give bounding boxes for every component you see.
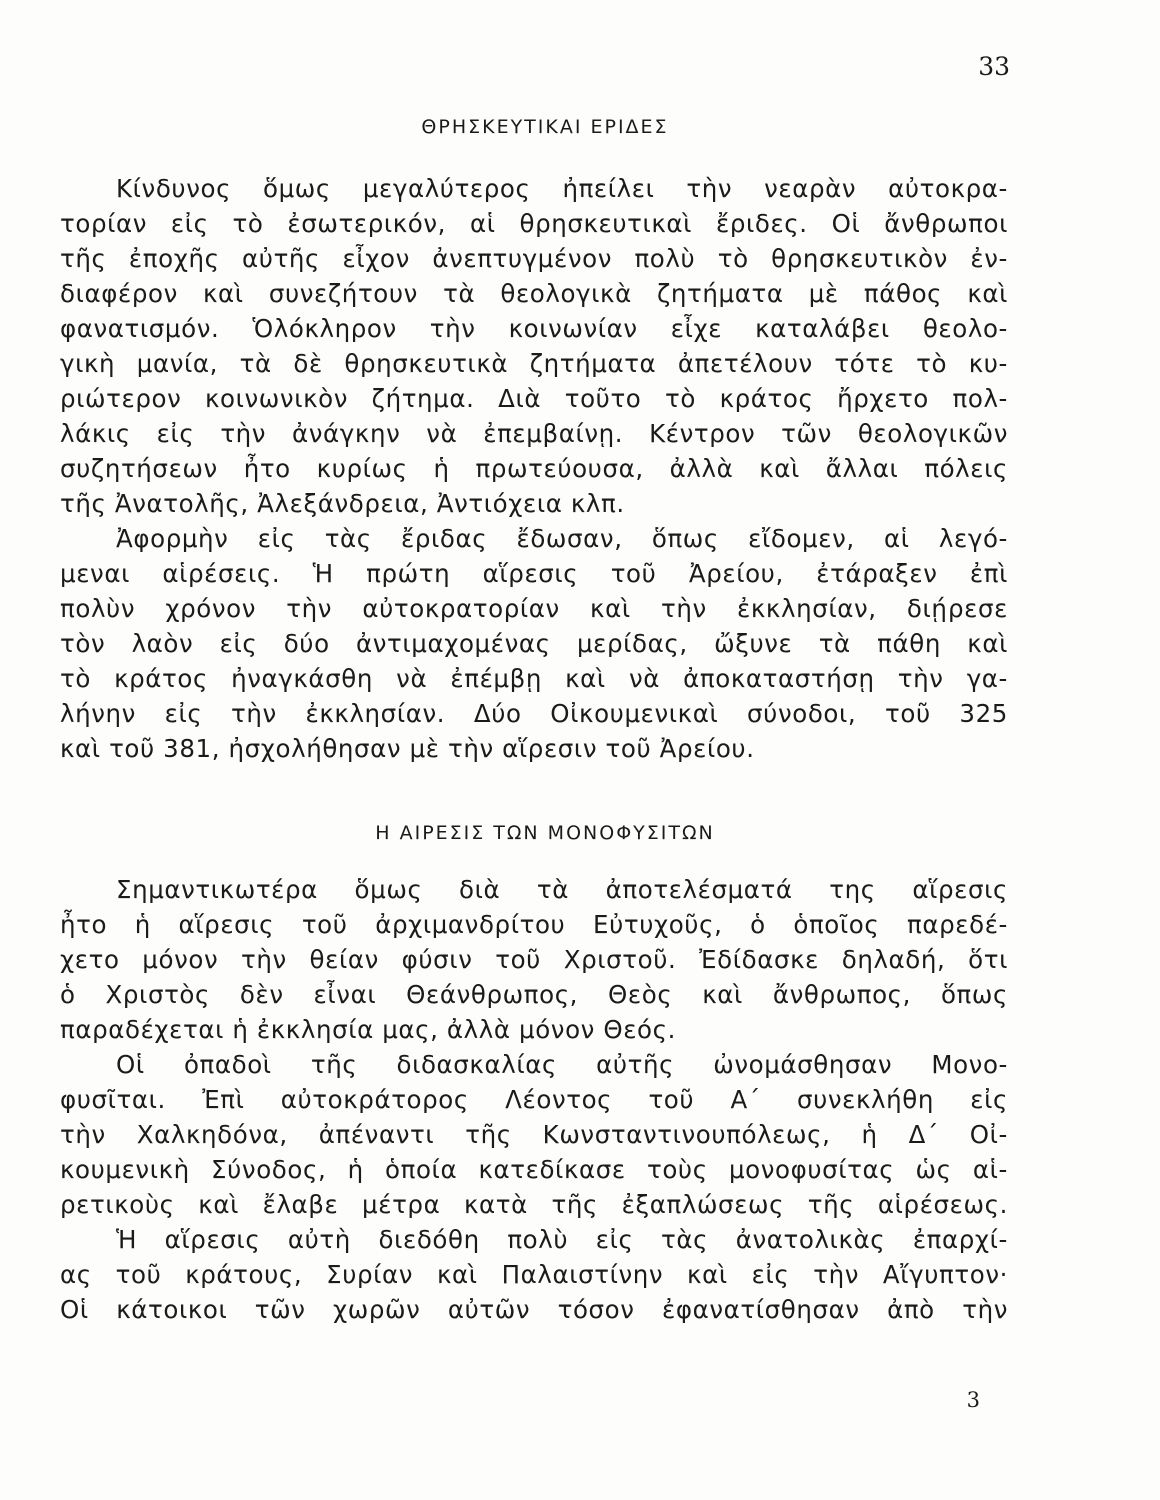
text-line: πολὺν χρόνον τὴν αὐτοκρατορίαν καὶ τὴν ἐκκλησίαν, διῄρεσε xyxy=(60,594,1008,623)
text-line: Ἡ αἵρεσις αὐτὴ διεδόθη πολὺ εἰς τὰς ἀνατολικὰς ἐπαρχί- xyxy=(116,1225,1008,1254)
text-line: Οἱ ὀπαδοὶ τῆς διδασκαλίας αὐτῆς ὠνομάσθησαν Μονο- xyxy=(116,1050,1008,1079)
text-line: ἦτο ἡ αἵρεσις τοῦ ἀρχιμανδρίτου Εὐτυχοῦς, ὁ ὁποῖος παρεδέ- xyxy=(60,910,1008,939)
text-line: συζητήσεων ἦτο κυρίως ἡ πρωτεύουσα, ἀλλὰ καὶ ἄλλαι πόλεις xyxy=(60,454,1008,483)
text-line: τῆς Ἀνατολῆς, Ἀλεξάνδρεια, Ἀντιόχεια κλπ. xyxy=(60,489,625,518)
text-line: Ἀφορμὴν εἰς τὰς ἔριδας ἔδωσαν, ὅπως εἴδομεν, αἱ λεγό- xyxy=(116,524,1008,553)
section-1-text xyxy=(60,171,1008,766)
section-title: Η ΑΙΡΕΣΙΣ ΤΩΝ ΜΟΝΟΦΥΣΙΤΩΝ xyxy=(375,822,715,844)
text-line: λάκις εἰς τὴν ἀνάγκην νὰ ἐπεμβαίνῃ. Κέντρον τῶν θεολογικῶν xyxy=(60,419,1008,448)
text-line: τῆς ἐποχῆς αὐτῆς εἶχον ἀνεπτυγμένον πολὺ τὸ θρησκευτικὸν ἐν- xyxy=(60,244,1008,273)
text-line: κουμενικὴ Σύνοδος, ἡ ὁποία κατεδίκασε τοὺς μονοφυσίτας ὡς αἱ- xyxy=(60,1155,1008,1184)
text-line: ὁ Χριστὸς δὲν εἶναι Θεάνθρωπος, Θεὸς καὶ ἄνθρωπος, ὅπως xyxy=(60,980,1008,1009)
running-head: ΘΡΗΣΚΕΥΤΙΚΑΙ ΕΡΙΔΕΣ xyxy=(421,116,669,138)
text-line: Κίνδυνος ὅμως μεγαλύτερος ἠπείλει τὴν νεαρὰν αὐτοκρα- xyxy=(116,174,1008,203)
text-line: Σημαντικωτέρα ὅμως διὰ τὰ ἀποτελέσματά της αἵρεσις xyxy=(116,875,1008,904)
text-line: τὸν λαὸν εἰς δύο ἀντιμαχομένας μερίδας, ὤξυνε τὰ πάθη καὶ xyxy=(60,629,1008,658)
text-line: τορίαν εἰς τὸ ἐσωτερικόν, αἱ θρησκευτικαὶ ἔριδες. Οἱ ἄνθρωποι xyxy=(60,209,1008,238)
signature-mark: 3 xyxy=(966,1388,980,1412)
text-line: μεναι αἱρέσεις. Ἡ πρώτη αἵρεσις τοῦ Ἀρείου, ἐτάραξεν ἐπὶ xyxy=(60,559,1008,588)
text-line: γικὴ μανία, τὰ δὲ θρησκευτικὰ ζητήματα ἀπετέλουν τότε τὸ κυ- xyxy=(60,349,1008,378)
text-line: χετο μόνον τὴν θείαν φύσιν τοῦ Χριστοῦ. Ἐδίδασκε δηλαδή, ὅτι xyxy=(60,945,1008,974)
text-line: Οἱ κάτοικοι τῶν χωρῶν αὐτῶν τόσον ἐφανατίσθησαν ἀπὸ τὴν xyxy=(60,1295,1008,1324)
text-line: καὶ τοῦ 381, ἠσχολήθησαν μὲ τὴν αἵρεσιν τοῦ Ἀρείου. xyxy=(60,734,755,763)
text-line: ρετικοὺς καὶ ἔλαβε μέτρα κατὰ τῆς ἐξαπλώσεως τῆς αἱρέσεως. xyxy=(60,1190,1008,1219)
text-line: ας τοῦ κράτους, Συρίαν καὶ Παλαιστίνην καὶ εἰς τὴν Αἴγυπτον· xyxy=(60,1260,1008,1289)
text-line: λήνην εἰς τὴν ἐκκλησίαν. Δύο Οἰκουμενικαὶ σύνοδοι, τοῦ 325 xyxy=(60,699,1008,728)
text-line: φανατισμόν. Ὁλόκληρον τὴν κοινωνίαν εἶχε καταλάβει θεολο- xyxy=(60,314,1008,343)
text-line: φυσῖται. Ἐπὶ αὐτοκράτορος Λέοντος τοῦ Α΄ συνεκλήθη εἰς xyxy=(60,1085,1008,1114)
page-number: 33 xyxy=(978,52,1010,81)
text-line: τὴν Χαλκηδόνα, ἀπέναντι τῆς Κωνσταντινουπόλεως, ἡ Δ΄ Οἰ- xyxy=(60,1120,1008,1149)
text-line: παραδέχεται ἡ ἐκκλησία μας, ἀλλὰ μόνον Θεός. xyxy=(60,1015,677,1044)
text-line: ριώτερον κοινωνικὸν ζήτημα. Διὰ τοῦτο τὸ κράτος ἤρχετο πολ- xyxy=(60,384,1008,413)
text-line: τὸ κράτος ἠναγκάσθη νὰ ἐπέμβῃ καὶ νὰ ἀποκαταστήσῃ τὴν γα- xyxy=(60,664,1008,693)
section-2-text xyxy=(60,872,1008,1327)
text-line: διαφέρον καὶ συνεζήτουν τὰ θεολογικὰ ζητήματα μὲ πάθος καὶ xyxy=(60,279,1008,308)
